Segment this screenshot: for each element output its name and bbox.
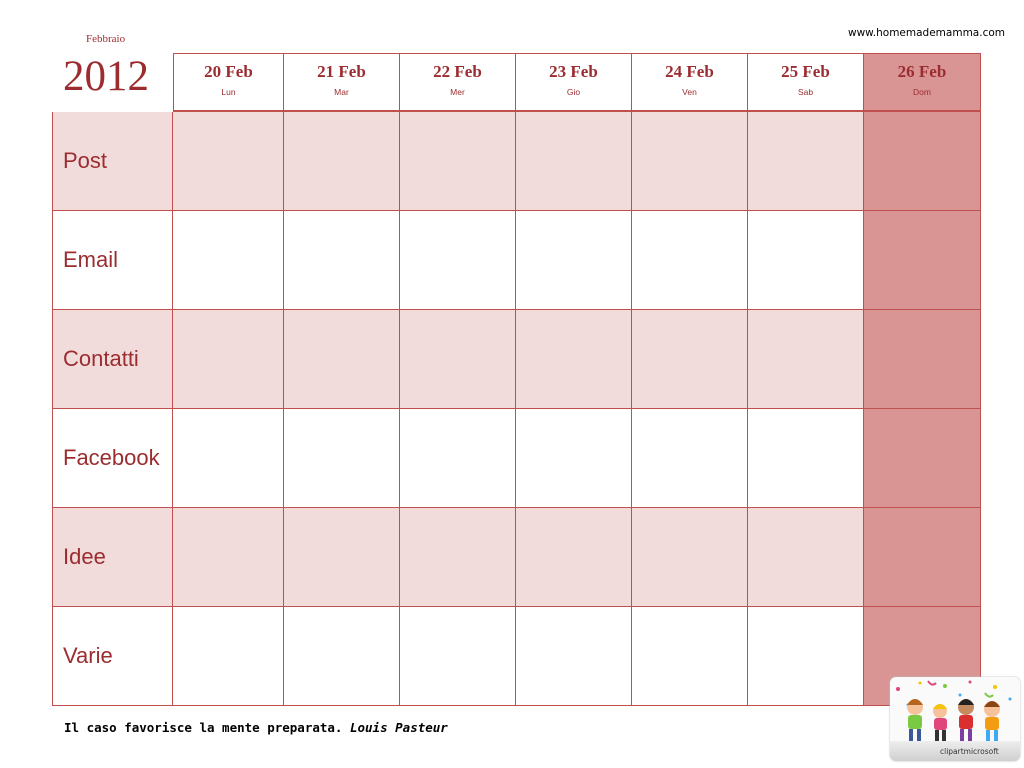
planner-cell[interactable] bbox=[516, 112, 632, 211]
planner-cell[interactable] bbox=[400, 211, 516, 310]
day-header-thu bbox=[516, 53, 632, 112]
planner-cell-sunday[interactable] bbox=[864, 310, 981, 409]
kids-party-clipart bbox=[890, 677, 1020, 761]
planner-cell[interactable] bbox=[400, 310, 516, 409]
planner-cell[interactable] bbox=[400, 112, 516, 211]
day-of-week: Mar bbox=[334, 87, 349, 97]
day-header-sat bbox=[748, 53, 864, 112]
planner-cell[interactable] bbox=[516, 310, 632, 409]
day-date: 25 Feb bbox=[781, 62, 830, 81]
planner-cell[interactable] bbox=[173, 508, 284, 607]
planner-cell[interactable] bbox=[748, 310, 864, 409]
planner-cell-sunday[interactable] bbox=[864, 211, 981, 310]
planner-cell[interactable] bbox=[284, 112, 400, 211]
planner-cell[interactable] bbox=[516, 409, 632, 508]
planner-cell[interactable] bbox=[173, 211, 284, 310]
planner-cell[interactable] bbox=[748, 211, 864, 310]
row-label-idee bbox=[52, 508, 173, 607]
planner-cell[interactable] bbox=[173, 409, 284, 508]
planner-cell[interactable] bbox=[748, 508, 864, 607]
row-label-text: Varie bbox=[63, 643, 113, 668]
planner-cell[interactable] bbox=[632, 211, 748, 310]
planner-cell[interactable] bbox=[284, 508, 400, 607]
planner-cell[interactable] bbox=[400, 508, 516, 607]
year-label: 2012 bbox=[63, 53, 149, 100]
planner-cell-sunday[interactable] bbox=[864, 409, 981, 508]
quote-text: Il caso favorisce la mente preparata. bbox=[64, 720, 343, 735]
row-label-contatti bbox=[52, 310, 173, 409]
day-date: 26 Feb bbox=[897, 62, 947, 81]
planner-cell[interactable] bbox=[632, 409, 748, 508]
day-header-tue bbox=[284, 53, 400, 112]
weekly-planner-grid bbox=[52, 53, 981, 707]
quote-author: Louis Pasteur bbox=[349, 720, 448, 735]
row-label-text: Idee bbox=[63, 544, 106, 569]
planner-cell[interactable] bbox=[632, 508, 748, 607]
planner-cell[interactable] bbox=[284, 211, 400, 310]
day-of-week: Gio bbox=[566, 87, 581, 97]
row-label-varie bbox=[52, 607, 173, 706]
planner-cell[interactable] bbox=[173, 112, 284, 211]
planner-cell[interactable] bbox=[284, 310, 400, 409]
day-of-week: Lun bbox=[221, 87, 236, 97]
planner-cell[interactable] bbox=[516, 508, 632, 607]
row-label-facebook bbox=[52, 409, 173, 508]
clipart-credit: clipartmicrosoft bbox=[940, 747, 999, 756]
day-date: 20 Feb bbox=[204, 62, 253, 81]
day-header-mon bbox=[173, 53, 284, 112]
day-date: 24 Feb bbox=[665, 62, 714, 81]
planner-cell[interactable] bbox=[632, 310, 748, 409]
planner-cell[interactable] bbox=[400, 409, 516, 508]
row-label-text: Contatti bbox=[63, 346, 139, 371]
planner-cell[interactable] bbox=[516, 211, 632, 310]
day-date: 21 Feb bbox=[317, 62, 366, 81]
planner-cell[interactable] bbox=[516, 607, 632, 706]
day-header-sun bbox=[864, 53, 981, 112]
day-of-week: Dom bbox=[913, 87, 931, 97]
planner-cell[interactable] bbox=[748, 112, 864, 211]
planner-cell-sunday[interactable] bbox=[864, 112, 981, 211]
row-label-email bbox=[52, 211, 173, 310]
day-of-week: Sab bbox=[797, 87, 814, 97]
row-label-text: Facebook bbox=[63, 445, 160, 470]
kids-illustration-icon bbox=[890, 677, 1020, 747]
day-of-week: Mer bbox=[450, 87, 465, 97]
planner-cell[interactable] bbox=[173, 310, 284, 409]
row-label-text: Post bbox=[63, 148, 108, 173]
planner-cell[interactable] bbox=[632, 607, 748, 706]
row-label-post bbox=[52, 112, 173, 211]
planner-cell-sunday[interactable] bbox=[864, 508, 981, 607]
day-of-week: Ven bbox=[682, 87, 697, 97]
planner-cell[interactable] bbox=[284, 607, 400, 706]
planner-cell[interactable] bbox=[400, 607, 516, 706]
month-label: Febbraio bbox=[86, 33, 126, 45]
planner-cell[interactable] bbox=[632, 112, 748, 211]
planner-cell[interactable] bbox=[173, 607, 284, 706]
day-date: 23 Feb bbox=[549, 62, 598, 81]
day-header-wed bbox=[400, 53, 516, 112]
planner-cell[interactable] bbox=[748, 409, 864, 508]
day-date: 22 Feb bbox=[433, 62, 482, 81]
planner-cell[interactable] bbox=[284, 409, 400, 508]
website-url: www.homemademamma.com bbox=[847, 27, 1005, 39]
row-label-text: Email bbox=[63, 247, 119, 272]
day-header-fri bbox=[632, 53, 748, 112]
planner-cell[interactable] bbox=[748, 607, 864, 706]
footer-quote bbox=[64, 720, 448, 735]
grid-corner bbox=[52, 53, 173, 112]
